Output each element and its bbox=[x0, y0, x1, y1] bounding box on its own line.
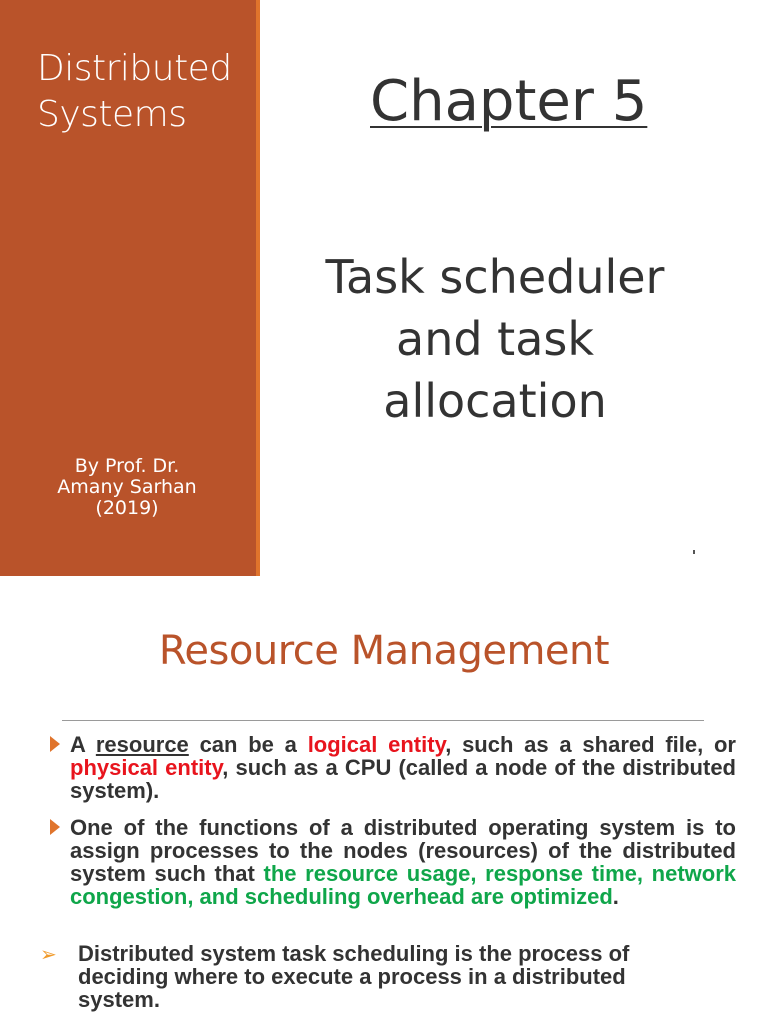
text-span: , such as a shared file, or bbox=[445, 732, 736, 757]
series-title bbox=[37, 46, 232, 138]
chapter-subtitle bbox=[300, 246, 690, 432]
bullet-triangle-icon bbox=[50, 819, 60, 835]
left-accent-panel bbox=[0, 0, 260, 576]
bullet-task-scheduling bbox=[78, 942, 678, 1011]
text-span: , such as a CPU (called a node of the distributed system). bbox=[70, 755, 736, 803]
subtitle-line2: and task bbox=[396, 312, 594, 366]
resource-management-slide bbox=[0, 600, 768, 1024]
term-resource: resource bbox=[95, 732, 189, 757]
text-span: . bbox=[612, 884, 619, 909]
subtitle-line1: Task scheduler bbox=[325, 250, 665, 304]
text-span: can be a bbox=[188, 732, 308, 757]
term-physical-entity: physical entity bbox=[70, 755, 223, 780]
series-title-line1: Distributed bbox=[37, 48, 232, 89]
heading-divider bbox=[62, 720, 704, 721]
text-span: One of the functions of a distributed operating system is to assign processes to the nodes (resources) of the distributed system such that bbox=[70, 815, 736, 886]
author-line3: (2019) bbox=[95, 497, 159, 519]
arrow-bullet-icon: ➢ bbox=[40, 942, 57, 966]
author-line2: Amany Sarhan bbox=[57, 476, 197, 498]
subtitle-line3: allocation bbox=[383, 374, 607, 428]
text-span: Distributed system task scheduling is the process of deciding where to execute a process in a distributed system. bbox=[78, 941, 630, 1012]
bullet-triangle-icon bbox=[50, 736, 60, 752]
slide-heading: Resource Management bbox=[158, 628, 610, 674]
term-logical-entity: logical entity bbox=[307, 732, 446, 757]
author-line1: By Prof. Dr. bbox=[74, 455, 180, 477]
term-optimized-metrics: the resource usage, response time, network congestion, and scheduling overhead are optimized bbox=[70, 861, 737, 909]
series-title-line2: Systems bbox=[37, 94, 187, 135]
bullet-resource-definition bbox=[70, 733, 736, 802]
chapter-title: Chapter 5 bbox=[370, 69, 648, 134]
text-span: A bbox=[70, 732, 96, 757]
author-info bbox=[40, 456, 214, 519]
bullet-os-functions bbox=[70, 816, 736, 908]
stray-mark bbox=[693, 550, 695, 554]
